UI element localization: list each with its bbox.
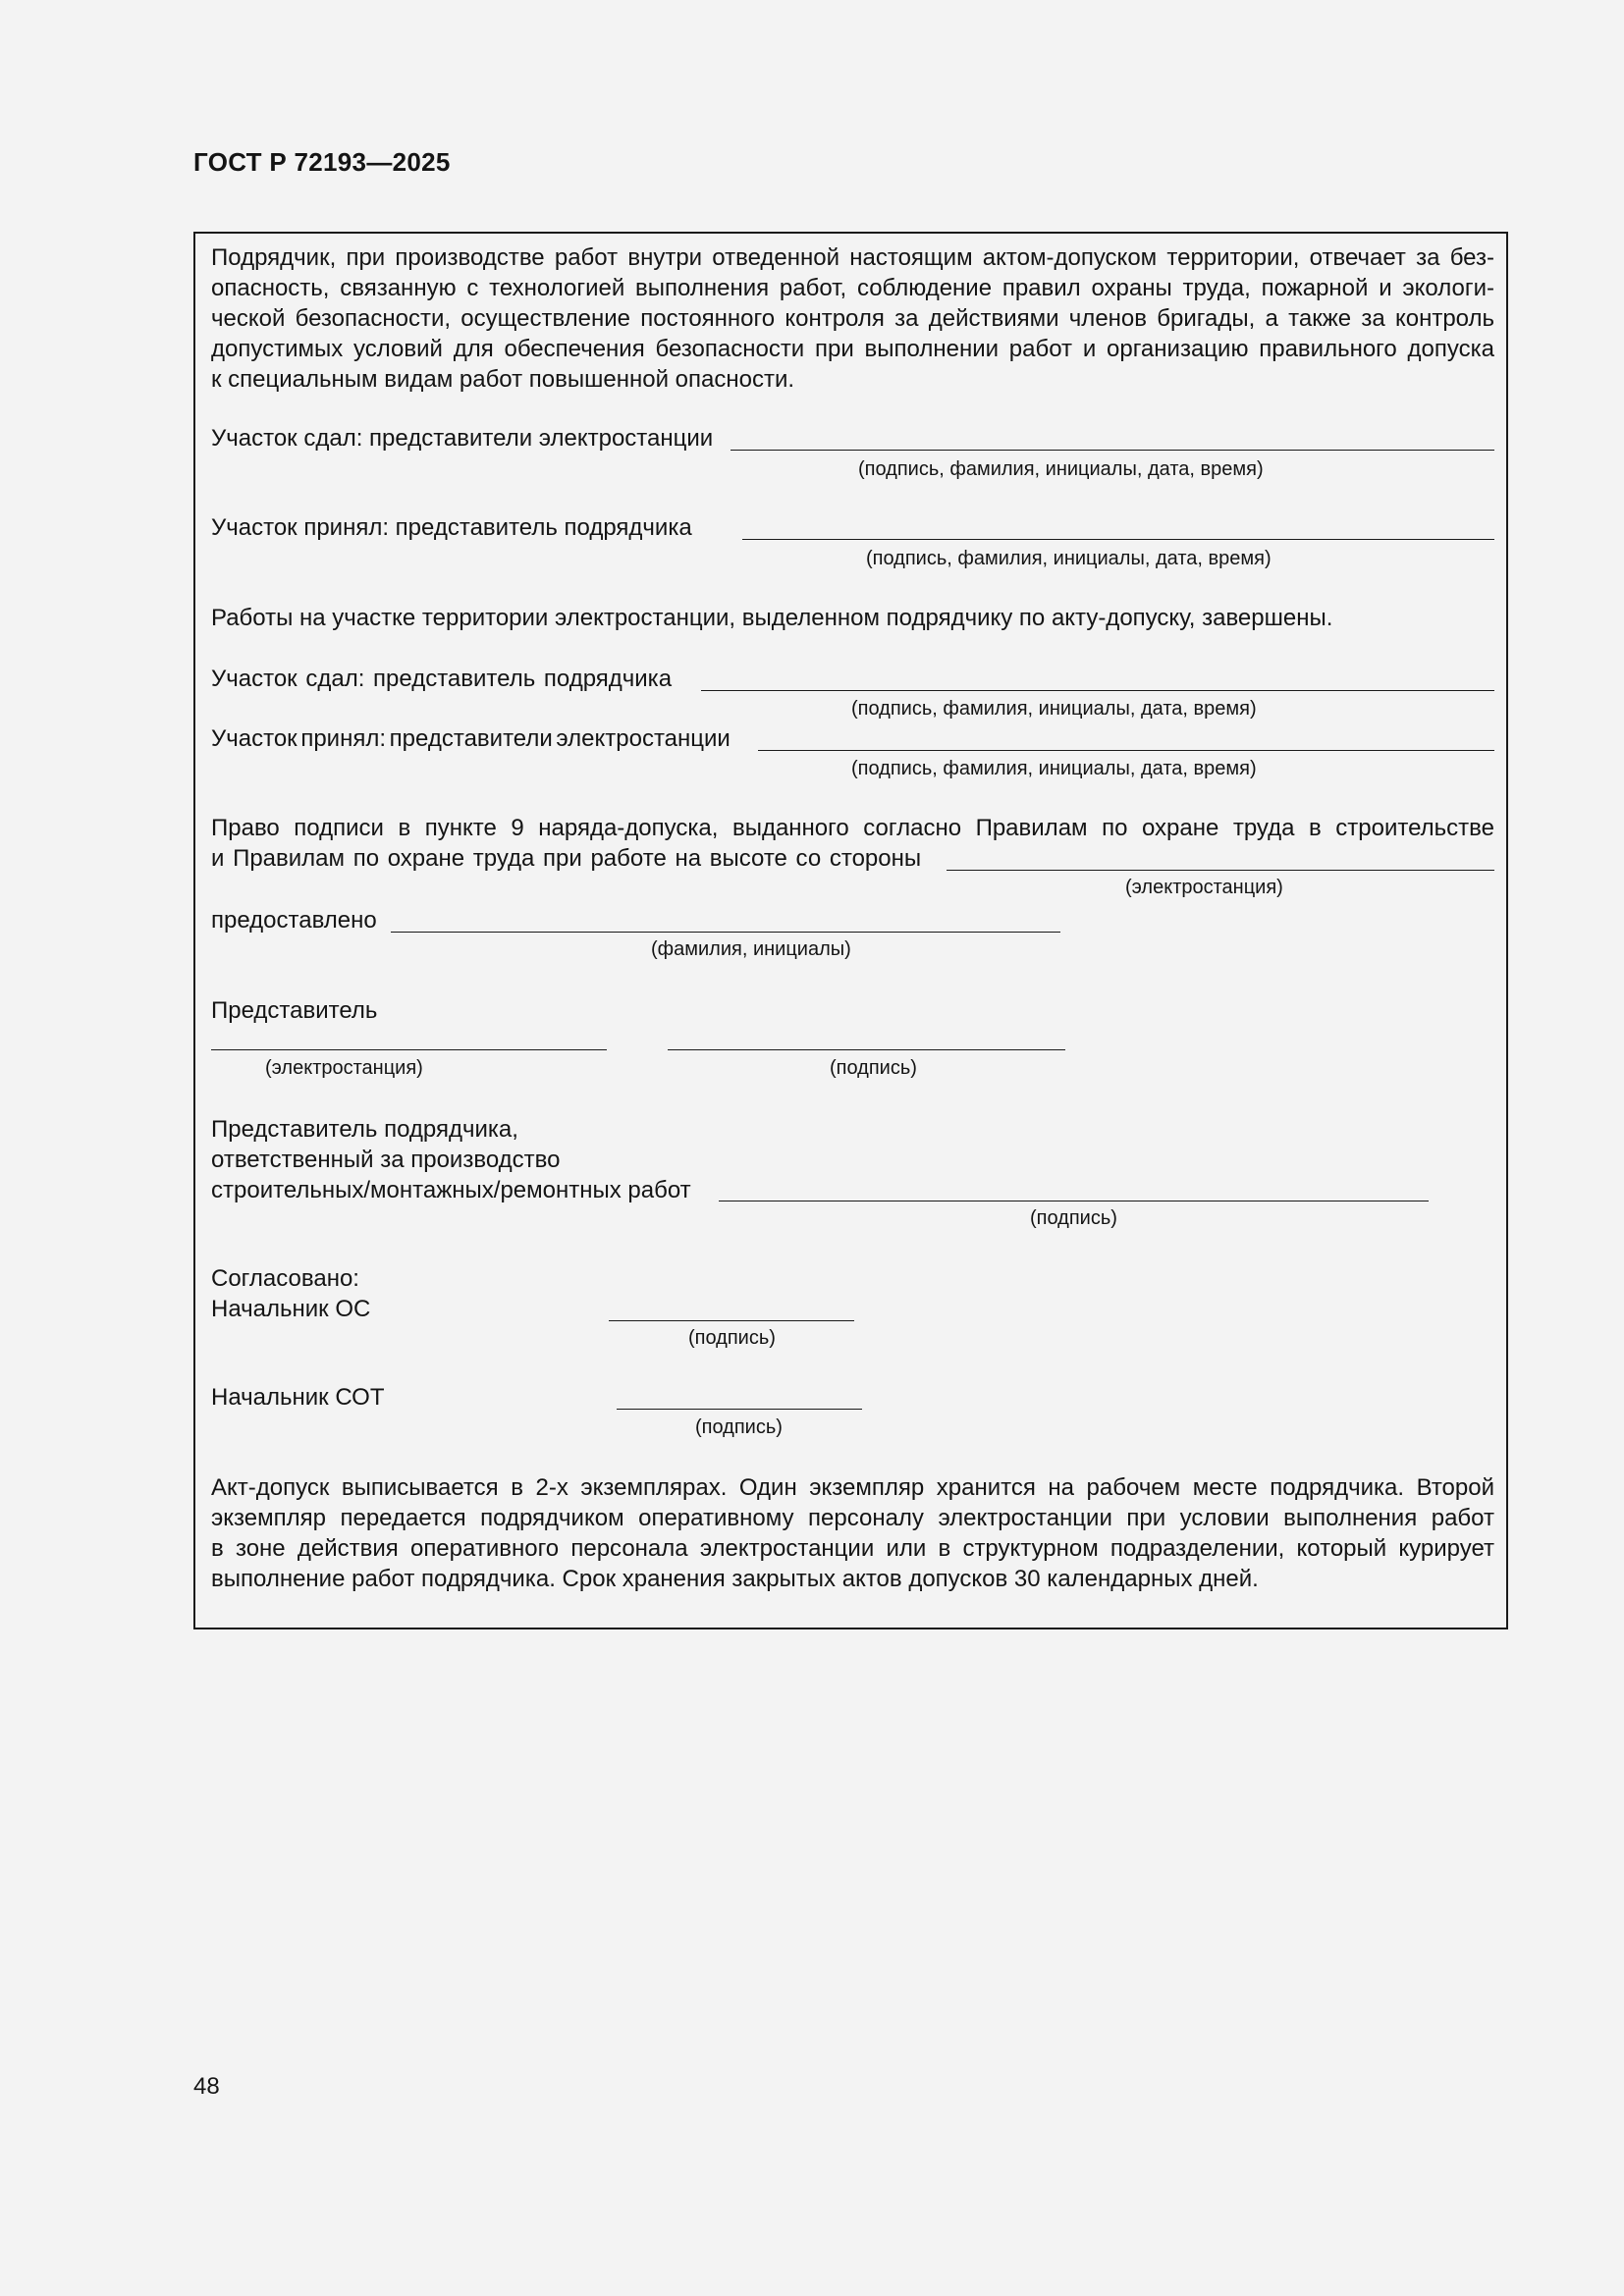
os-head-signature-line[interactable] [609,1320,854,1321]
agreed-label: Согласовано: [211,1265,359,1292]
signature-right-line-2: и Правилам по охране труда при работе на высоте со стороны [211,845,922,872]
works-completed-text: Работы на участке территории электростанции, выделенном подрядчику по акту-допуску, завершены. [211,605,1333,631]
granted-name-line[interactable] [391,932,1060,933]
intro-line: допустимых условий для обеспечения безопасности при выполнении работ и организацию правильного допуска [211,336,1494,362]
handover-2-signature-line[interactable] [701,690,1494,691]
granted-name-caption: (фамилия, инициалы) [651,938,851,960]
contractor-rep-line-1: Представитель подрядчика, [211,1116,518,1143]
page-number: 48 [193,2073,220,2100]
representative-sign-line[interactable] [668,1049,1065,1050]
contractor-rep-caption: (подпись) [1030,1207,1117,1229]
representative-sign-caption: (подпись) [830,1057,917,1079]
accept-1-label: Участок принял: представитель подрядчика [211,514,692,541]
os-head-label: Начальник ОС [211,1296,371,1322]
accept-1-caption: (подпись, фамилия, инициалы, дата, время) [866,548,1272,569]
footer-line: Акт-допуск выписывается в 2-х экземплярах. Один экземпляр хранится на рабочем месте подрядчика. Второй [211,1474,1494,1501]
intro-line: ческой безопасности, осуществление постоянного контроля за действиями членов бригады, а также за контроль [211,305,1494,332]
permit-form-frame [193,232,1508,1629]
intro-line: Подрядчик, при производстве работ внутри отведенной настоящим актом-допуском территории, отвечает за без- [211,244,1494,271]
sot-head-label: Начальник СОТ [211,1384,385,1411]
contractor-rep-label [211,1114,691,1205]
side-org-caption: (электростанция) [1125,877,1283,898]
handover-1-signature-line[interactable] [731,450,1494,451]
handover-1-caption: (подпись, фамилия, инициалы, дата, время) [858,458,1264,480]
accept-2-caption: (подпись, фамилия, инициалы, дата, время) [851,758,1257,779]
representative-org-caption: (электростанция) [265,1057,423,1079]
os-head-caption: (подпись) [688,1327,776,1349]
signature-right-line-1: Право подписи в пункте 9 наряда-допуска, выданного согласно Правилам по охране труда в строительстве [211,815,1494,841]
intro-line: к специальным видам работ повышенной опасности. [211,366,795,393]
sot-head-signature-line[interactable] [617,1409,862,1410]
sot-head-caption: (подпись) [695,1416,783,1438]
signature-right-paragraph [211,813,1494,874]
handover-2-label: Участок сдал: представитель подрядчика [211,666,673,692]
footer-paragraph [211,1472,1494,1594]
footer-line: выполнение работ подрядчика. Срок хранения закрытых актов допусков 30 календарных дней. [211,1566,1259,1592]
intro-line: опасность, связанную с технологией выполнения работ, соблюдение правил охраны труда, пожарной и экологи- [211,275,1494,301]
footer-line: в зоне действия оперативного персонала электростанции или в структурном подразделении, который курирует [211,1535,1494,1562]
document-header: ГОСТ Р 72193—2025 [193,147,451,177]
accept-1-signature-line[interactable] [742,539,1494,540]
intro-paragraph [211,242,1494,395]
footer-line: экземпляр передается подрядчиком оперативному персоналу электростанции при условии выполнения работ [211,1505,1494,1531]
accept-2-signature-line[interactable] [758,750,1494,751]
contractor-rep-line-2: ответственный за производство [211,1147,561,1173]
representative-label: Представитель [211,997,378,1024]
accept-2-label: Участок принял: представители электростанции [211,725,731,752]
side-org-line[interactable] [947,870,1494,871]
representative-org-line[interactable] [211,1049,607,1050]
granted-label: предоставлено [211,907,377,934]
handover-1-label: Участок сдал: представители электростанции [211,425,714,452]
contractor-rep-line-3: строительных/монтажных/ремонтных работ [211,1177,691,1203]
handover-2-caption: (подпись, фамилия, инициалы, дата, время) [851,698,1257,720]
